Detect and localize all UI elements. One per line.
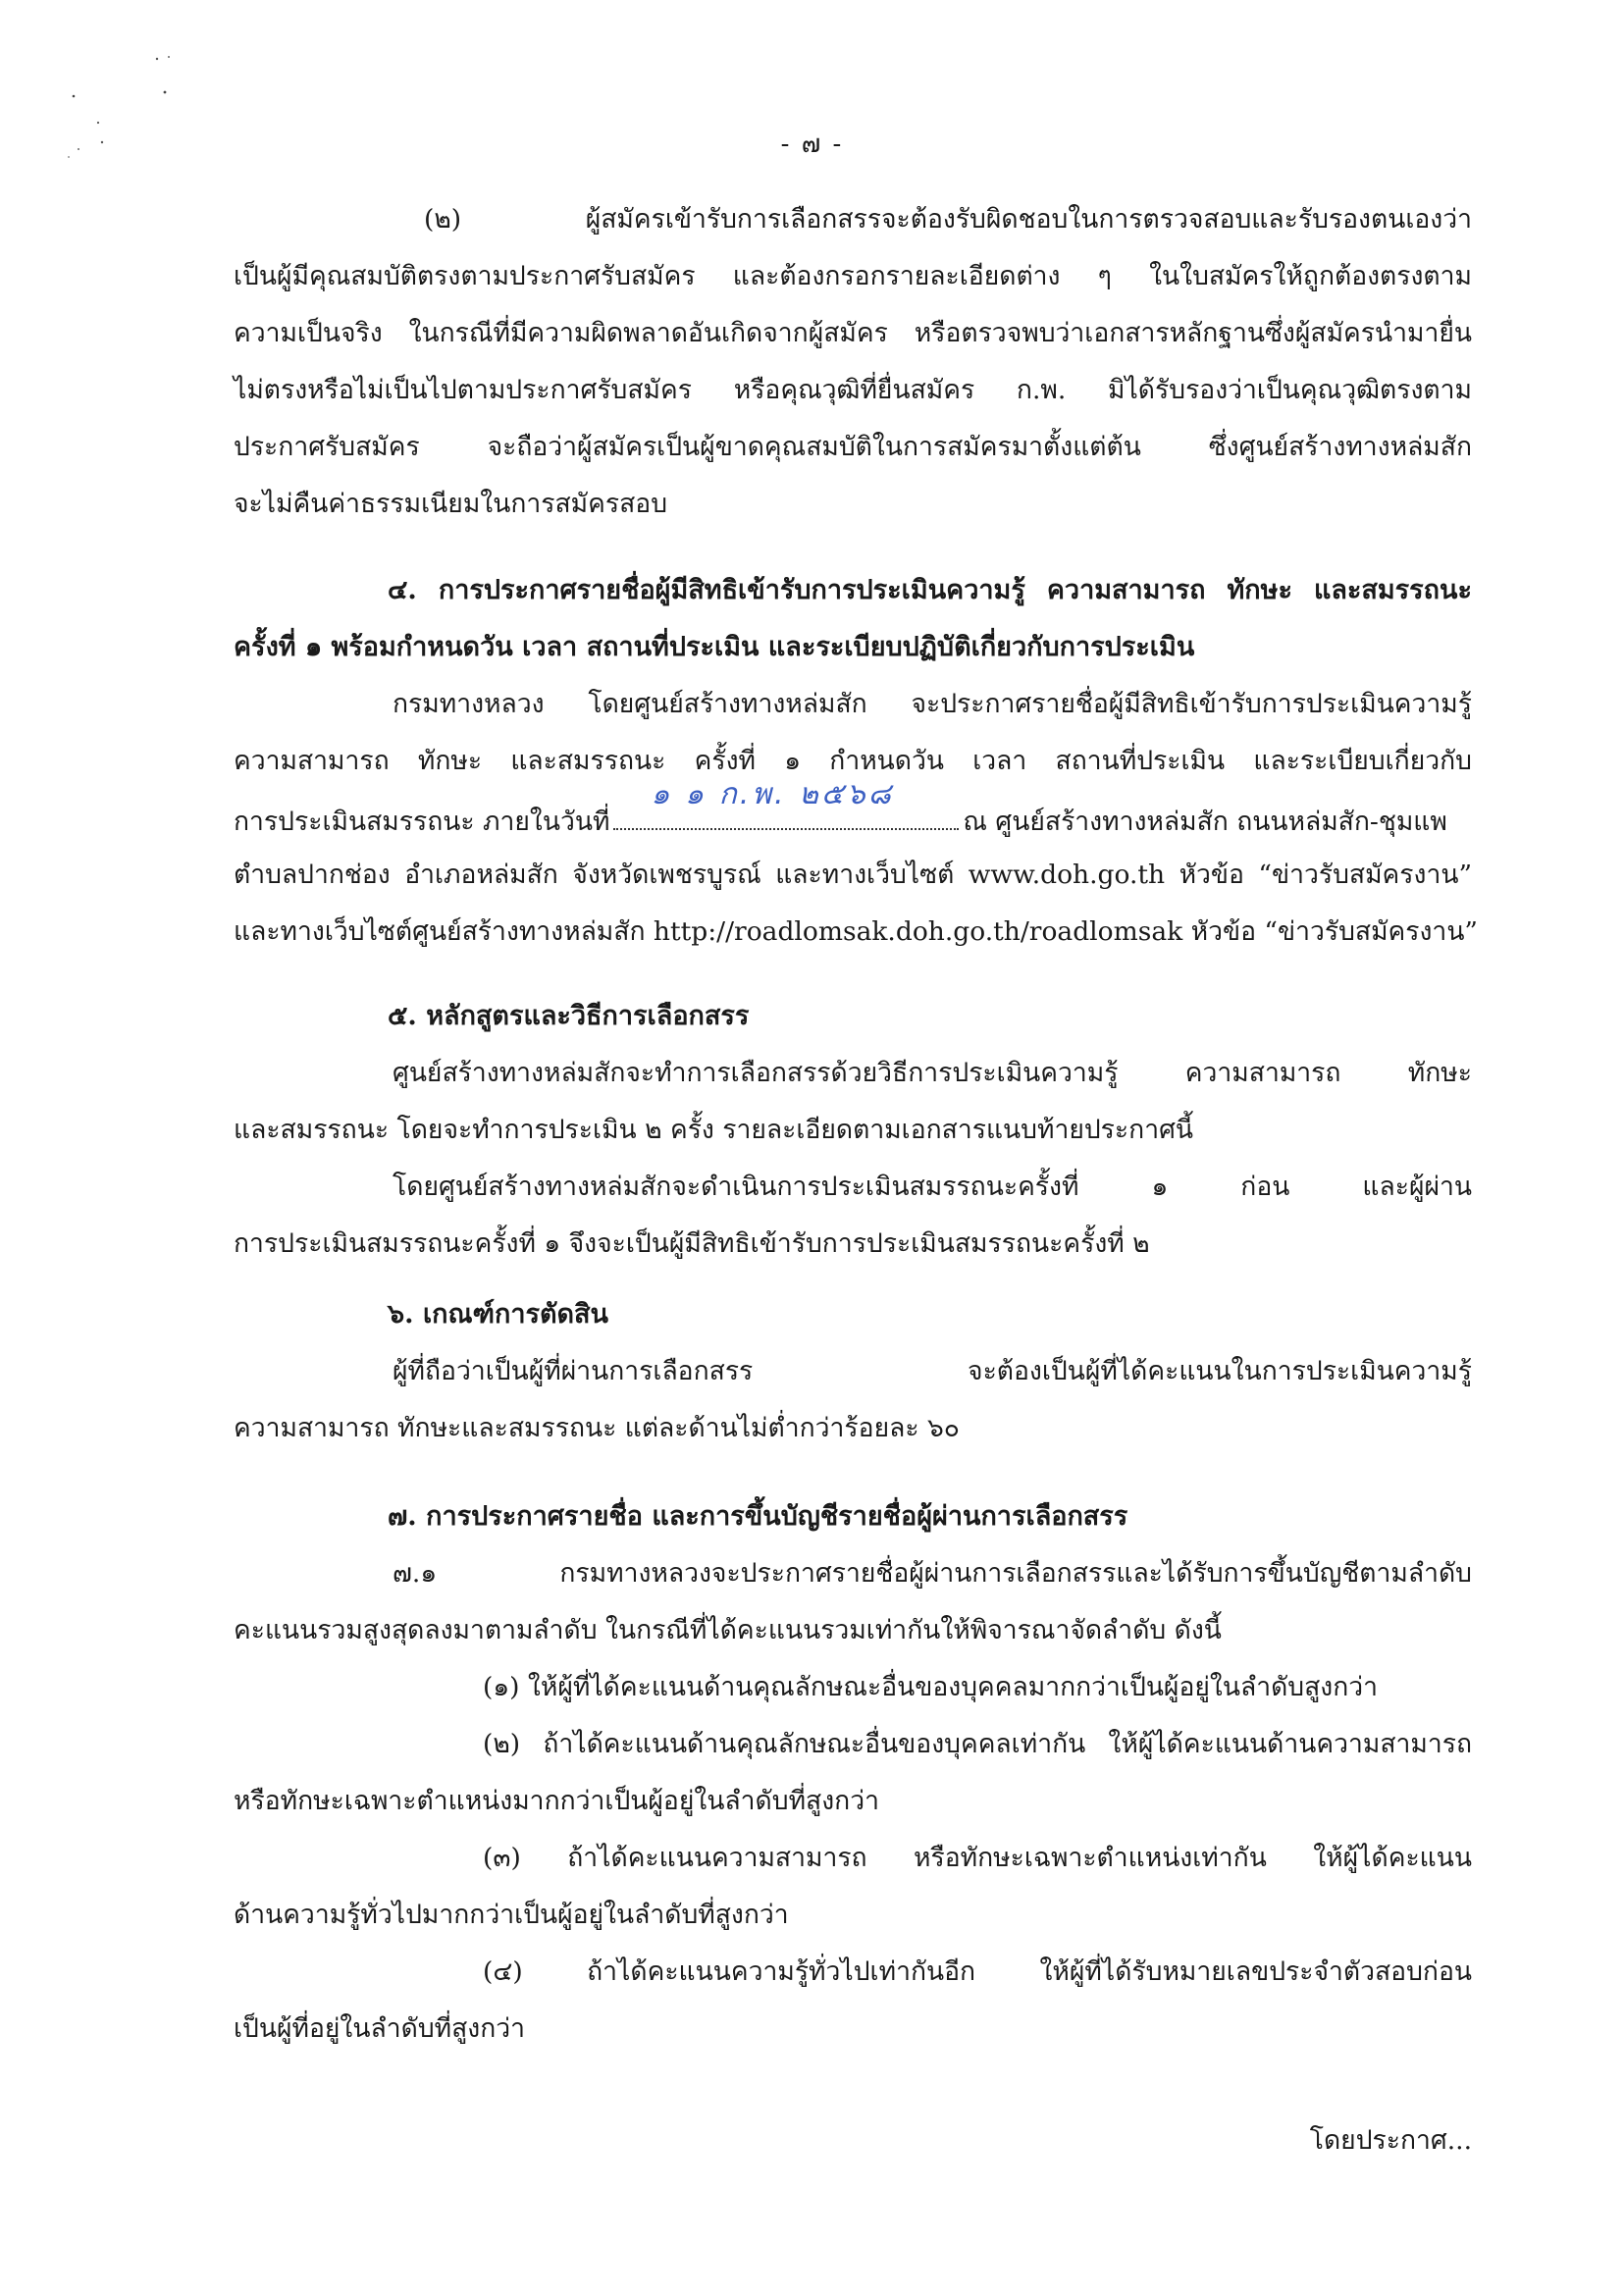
paragraph-line: เป็นผู้มีคุณสมบัติตรงตามประกาศรับสมัคร และต้องกรอกรายละเอียดต่าง ๆ ในใบสมัครให้ถูกต้องตรงตาม: [234, 261, 1472, 291]
paragraph-line: ความสามารถ ทักษะและสมรรถนะ แต่ละด้านไม่ต่ำกว่าร้อยละ ๖๐: [234, 1413, 960, 1443]
paragraph-line: (๒) ถ้าได้คะแนนด้านคุณลักษณะอื่นของบุคคลเท่ากัน ให้ผู้ได้คะแนนด้านความสามารถ: [483, 1729, 1472, 1759]
paragraph-line: โดยศูนย์สร้างทางหล่มสักจะดำเนินการประเมินสมรรถนะครั้งที่ ๑ ก่อน และผู้ผ่าน: [393, 1172, 1472, 1202]
paragraph-line: ด้านความรู้ทั่วไปมากกว่าเป็นผู้อยู่ในลำดับที่สูงกว่า: [234, 1900, 789, 1930]
date-fill-line: [613, 777, 959, 830]
paragraph-line: เป็นผู้ที่อยู่ในลำดับที่สูงกว่า: [234, 2013, 526, 2044]
paragraph-line: ประกาศรับสมัคร จะถือว่าผู้สมัครเป็นผู้ขาดคุณสมบัติในการสมัครมาตั้งแต่ต้น ซึ่งศูนย์สร้างทางหล่มสัก: [234, 432, 1472, 462]
paragraph-line: ศูนย์สร้างทางหล่มสักจะทำการเลือกสรรด้วยวิธีการประเมินความรู้ ความสามารถ ทักษะ: [393, 1058, 1472, 1088]
paragraph-line: และสมรรถนะ โดยจะทำการประเมิน ๒ ครั้ง รายละเอียดตามเอกสารแนบท้ายประกาศนี้: [234, 1115, 1194, 1145]
paragraph-line: ไม่ตรงหรือไม่เป็นไปตามประกาศรับสมัคร หรือคุณวุฒิที่ยื่นสมัคร ก.พ. มิได้รับรองว่าเป็นคุณวุฒิตรงตาม: [234, 375, 1472, 405]
paragraph-line: การประเมินสมรรถนะครั้งที่ ๑ จึงจะเป็นผู้มีสิทธิเข้ารับการประเมินสมรรถนะครั้งที่ ๒: [234, 1228, 1150, 1259]
date-suffix-text: ณ ศูนย์สร้างทางหล่มสัก ถนนหล่มสัก-ชุมแพ: [963, 807, 1447, 837]
paragraph-line: ความสามารถ ทักษะ และสมรรถนะ ครั้งที่ ๑ กำหนดวัน เวลา สถานที่ประเมิน และระเบียบเกี่ยวกับ: [234, 746, 1472, 776]
paragraph-line: คะแนนรวมสูงสุดลงมาตามลำดับ ในกรณีที่ได้คะแนนรวมเท่ากันให้พิจารณาจัดลำดับ ดังนี้: [234, 1615, 1222, 1645]
continuation-note: โดยประกาศ...: [1309, 2125, 1472, 2156]
section-7-heading: ๗. การประกาศรายชื่อ และการขึ้นบัญชีรายชื่อผู้ผ่านการเลือกสรร: [388, 1501, 1128, 1532]
paragraph-line: (๒) ผู้สมัครเข้ารับการเลือกสรรจะต้องรับผิดชอบในการตรวจสอบและรับรองตนเองว่า: [424, 204, 1472, 235]
paragraph-line: หรือทักษะเฉพาะตำแหน่งมากกว่าเป็นผู้อยู่ในลำดับที่สูงกว่า: [234, 1786, 879, 1816]
paragraph-line: ๗.๑ กรมทางหลวงจะประกาศรายชื่อผู้ผ่านการเลือกสรรและได้รับการขึ้นบัญชีตามลำดับ: [393, 1558, 1472, 1589]
paragraph-line: ตำบลปากช่อง อำเภอหล่มสัก จังหวัดเพชรบูรณ์ และทางเว็บไซต์ www.doh.go.th หัวข้อ “ข่าวรับสมัครงาน”: [234, 860, 1472, 890]
section-4-heading: ๔. การประกาศรายชื่อผู้มีสิทธิเข้ารับการประเมินความรู้ ความสามารถ ทักษะ และสมรรถนะ: [388, 575, 1472, 605]
paragraph-line: ความเป็นจริง ในกรณีที่มีความผิดพลาดอันเกิดจากผู้สมัคร หรือตรวจพบว่าเอกสารหลักฐานซึ่งผู้สมัครนำมายื่น: [234, 318, 1472, 348]
paragraph-line: จะไม่คืนค่าธรรมเนียมในการสมัครสอบ: [234, 489, 668, 519]
page-number: - ๗ -: [780, 130, 844, 159]
paragraph-line: กรมทางหลวง โดยศูนย์สร้างทางหล่มสัก จะประกาศรายชื่อผู้มีสิทธิเข้ารับการประเมินความรู้: [393, 689, 1472, 719]
paragraph-line-with-date: [234, 777, 1472, 842]
paragraph-line: (๔) ถ้าได้คะแนนความรู้ทั่วไปเท่ากันอีก ให้ผู้ที่ได้รับหมายเลขประจำตัวสอบก่อน: [483, 1956, 1472, 1987]
section-4-heading-cont: ครั้งที่ ๑ พร้อมกำหนดวัน เวลา สถานที่ประเมิน และระเบียบปฏิบัติเกี่ยวกับการประเมิน: [234, 632, 1195, 662]
date-prefix-text: การประเมินสมรรถนะ ภายในวันที่: [234, 807, 610, 837]
paragraph-line: (๑) ให้ผู้ที่ได้คะแนนด้านคุณลักษณะอื่นของบุคคลมากกว่าเป็นผู้อยู่ในลำดับสูงกว่า: [483, 1672, 1379, 1702]
section-5-heading: ๕. หลักสูตรและวิธีการเลือกสรร: [388, 1001, 750, 1031]
handwritten-date: ๑ ๑ ก.พ. ๒๕๖๘: [651, 777, 894, 811]
section-6-heading: ๖. เกณฑ์การตัดสิน: [388, 1299, 608, 1330]
paragraph-line: และทางเว็บไซต์ศูนย์สร้างทางหล่มสัก http://roadlomsak.doh.go.th/roadlomsak หัวข้อ “ข่าวรับสมัครงาน”: [234, 916, 1478, 947]
paragraph-line: ผู้ที่ถือว่าเป็นผู้ที่ผ่านการเลือกสรร จะต้องเป็นผู้ที่ได้คะแนนในการประเมินความรู้: [393, 1356, 1472, 1386]
paragraph-line: (๓) ถ้าได้คะแนนความสามารถ หรือทักษะเฉพาะตำแหน่งเท่ากัน ให้ผู้ได้คะแนน: [483, 1843, 1472, 1873]
